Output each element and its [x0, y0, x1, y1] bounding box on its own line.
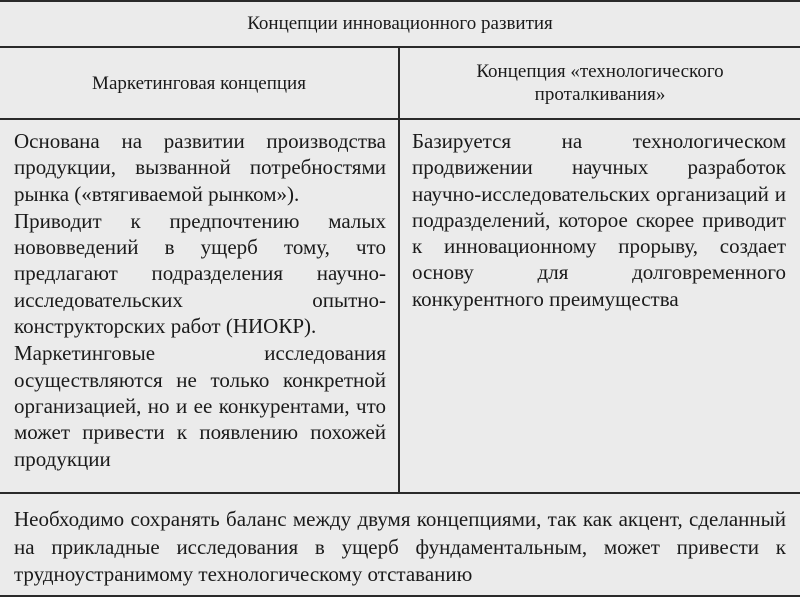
table-footer-note: Необходимо сохранять баланс между двумя концепциями, так как акцент, сделанный на прикладные исследования в ущерб фундаментальным, может привести к трудноустранимому технологическому отставанию — [14, 507, 786, 586]
marketing-paragraph-2: Приводит к предпочтению малых нововведений в ущерб тому, что предлагают подразделения научно-исследовательских опытно-конструкторских работ (НИОКР). — [14, 208, 386, 339]
column-header-row — [0, 48, 800, 120]
column-heading-marketing: Маркетинговая концепция — [0, 48, 400, 118]
table-body-row — [0, 120, 800, 494]
table-title-row — [0, 2, 800, 48]
marketing-description-cell — [0, 120, 400, 492]
table-title: Концепции инновационного развития — [247, 13, 553, 34]
column-heading-technology-push: Концепция «технологического проталкивания» — [476, 61, 724, 105]
marketing-paragraph-1: Основана на развитии производства продукции, вызванной потребностями рынка («втягиваемой рынком»). — [14, 129, 386, 206]
technology-push-paragraph-1: Базируется на технологическом продвижении научных разработок научно-исследовательских организаций и подразделений, которое скорее приводит к инновационному прорыву, создает основу для долговременного конкурентного преимущества — [412, 129, 786, 311]
table-footer-row — [0, 494, 800, 597]
marketing-paragraph-3: Маркетинговые исследования осуществляются не только конкретной организацией, но и ее конкурентами, что может привести к появлению похожей продукции — [14, 341, 386, 471]
technology-push-description-cell — [400, 120, 800, 492]
